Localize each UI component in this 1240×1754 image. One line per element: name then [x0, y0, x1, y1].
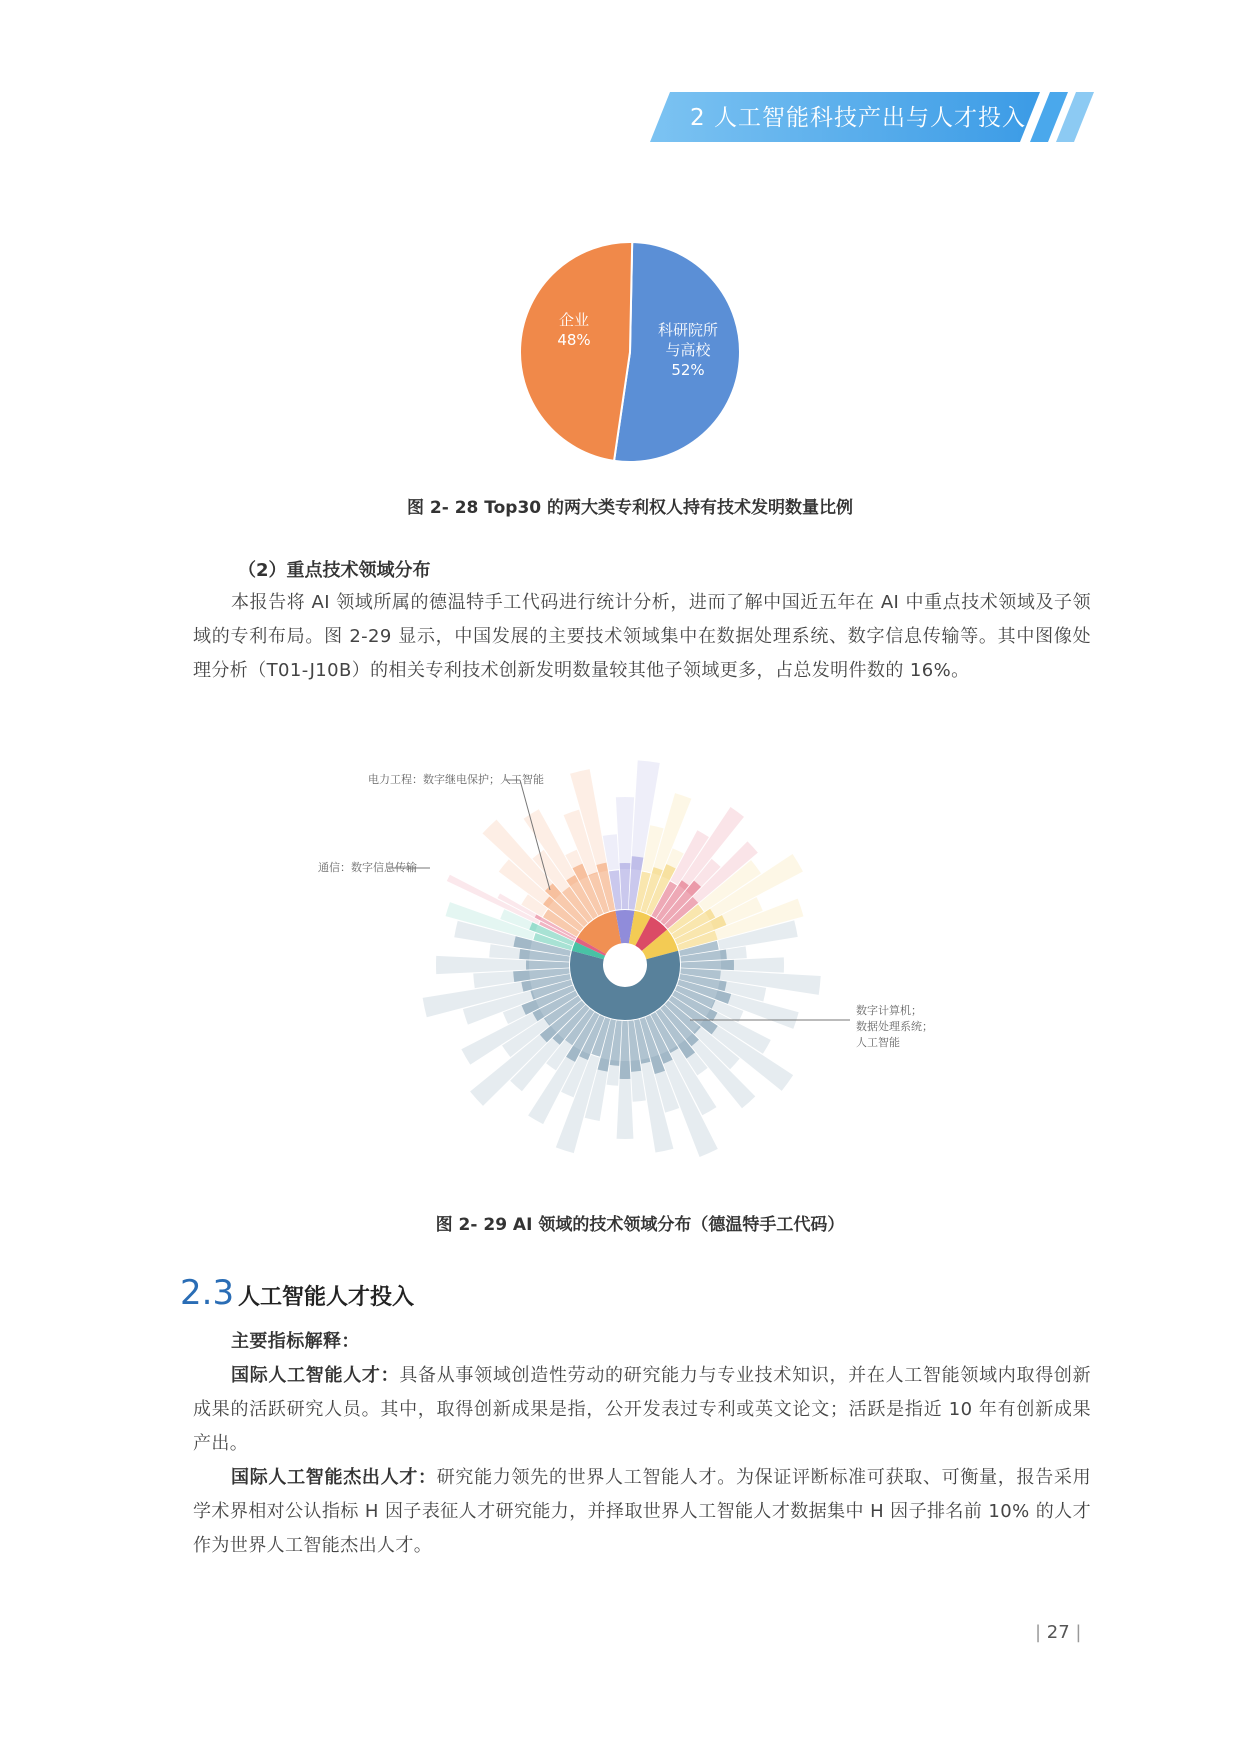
sunburst-label-communication: 通信：数字信息传输 — [318, 861, 417, 874]
sunburst-chart — [300, 760, 980, 1210]
section-number: 2.3 — [180, 1273, 235, 1313]
sunburst-label-right-line-1: 数字计算机； — [856, 1004, 922, 1017]
page-number-value: 27 — [1046, 1622, 1070, 1643]
sunburst-label-right-line-2: 数据处理系统； — [856, 1020, 933, 1033]
sunburst-center-hole — [604, 944, 646, 986]
pie-label-enterprise-name: 企业 — [558, 311, 589, 329]
figure-caption-2-29: 图 2- 29 AI 领域的技术领域分布（德温特手工代码） — [435, 1215, 845, 1235]
pie-label-enterprise-pct: 48% — [557, 331, 591, 349]
pie-label-enterprise — [534, 310, 614, 350]
subheading-key-tech-fields: （2）重点技术领域分布 — [238, 560, 431, 581]
pie-label-research-name-2: 与高校 — [665, 341, 711, 359]
term1-label: 国际人工智能人才： — [231, 1365, 400, 1386]
pie-label-research — [638, 320, 738, 380]
sunburst-mid-ring-5-32 — [526, 960, 569, 969]
sunburst-outer-ring-5-2 — [721, 957, 784, 972]
term2-paragraph — [193, 1461, 1091, 1563]
sunburst-label-power-engineering: 电力工程：数字继电保护；人工智能 — [368, 773, 544, 786]
term1-text: 具备从事领域创造性劳动的研究能力与专业技术知识，并在人工智能领域内取得创新成果的活跃研究人员。其中，取得创新成果是指，公开发表过专利或英文论文；活跃是指近 10 年有创新成果产出。 — [193, 1365, 1091, 1454]
sunburst-label-right-line-3: 人工智能 — [856, 1036, 900, 1049]
pie-chart — [500, 222, 760, 482]
sunburst-label-digital-computer — [856, 1003, 933, 1051]
chapter-title: 2 人工智能科技产出与人才投入 — [690, 105, 1026, 131]
pie-label-research-pct: 52% — [671, 361, 705, 379]
pie-slice-1 — [520, 242, 632, 461]
sunburst-outer-ring-5-17 — [617, 1061, 634, 1139]
paragraph-tech-fields-text: 本报告将 AI 领域所属的德温特手工代码进行统计分析，进而了解中国近五年在 AI 中重点技术领域及子领域的专利布局。图 2-29 显示，中国发展的主要技术领域集中在数据处理系统、数字信息传输等。其中图像处理分析（T01-J10B）的相关专利技术创新发明数量较其他子领域更多，占总发明件数的 16%。 — [193, 592, 1091, 681]
sunburst-outer-ring-1-1 — [616, 797, 634, 869]
section-2-3-body — [193, 1325, 1091, 1563]
paragraph-tech-fields — [193, 586, 1091, 688]
page-number: | 27 | — [1035, 1622, 1082, 1643]
pie-label-research-name-1: 科研院所 — [657, 321, 718, 339]
figure-caption-2-28: 图 2- 28 Top30 的两大类专利权人持有技术发明数量比例 — [406, 498, 854, 518]
term2-label: 国际人工智能杰出人才： — [231, 1467, 437, 1488]
sunburst-mid-ring-1-1 — [620, 863, 631, 909]
term2-text: 研究能力领先的世界人工智能人才。为保证评断标准可获取、可衡量，报告采用学术界相对公认指标 H 因子表征人才研究能力，并择取世界人工智能人才数据集中 H 因子排名前 10% 的人才作为世界人工智能杰出人才。 — [193, 1467, 1092, 1556]
intro-label-line — [193, 1325, 1091, 1359]
term1-paragraph — [193, 1359, 1091, 1461]
intro-label: 主要指标解释： — [231, 1331, 360, 1352]
section-title: 人工智能人才投入 — [238, 1285, 415, 1310]
